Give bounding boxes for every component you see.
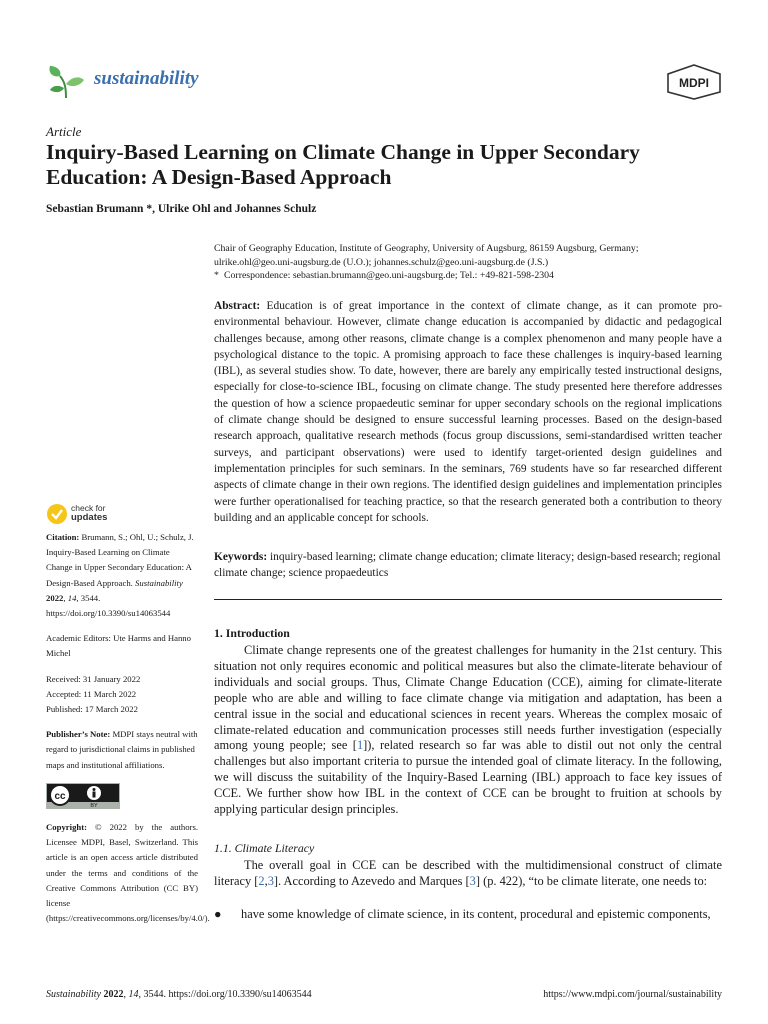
svg-text:cc: cc [54, 790, 66, 802]
footer-citation: Sustainability 2022, 14, 3544. https://doi.org/10.3390/su14063544 [46, 989, 312, 1000]
abstract-text: Education is of great importance in the context of climate change, as it can promote pro-environmental behaviour. However, climate change education is accompanied by didactic and pedagogical challenges because, among other reasons, climate change is a complex phenomenon and many people have a psychological distance to the topic. A promising approach to face these challenges is inquiry-based learning (IBL), as several studies show. To date, however, there are barely any empirically tested instructional designs, especially for close-to-science IBL, focusing on climate change. The study presented here therefore addresses the question of how a science propaedeutic seminar for upper secondary schools on the regional implications of climate change should be designed to ensure successful learning processes. Based on the design-based research approach, qualitative research methods (focus group discussions, semi-standardised written teacher surveys, and participant observations) were used to identify target-oriented design guidelines and implementation principles for such seminars. In the seminars, 769 students have so far researched different aspects of climate change in their own regions. The identified design guidelines and implementation principles were further operationalised for teaching practice, so that the research generated both a contribution to theory building and an applicable concept for schools. [214, 300, 722, 524]
list-item-text: have some knowledge of climate science, in its content, procedural and epistemic components, [241, 907, 711, 921]
academic-editors: Academic Editors: Ute Harms and Hanno Michel [46, 633, 191, 659]
footer-volume: 14 [128, 989, 139, 1000]
introduction-text-a: Climate change represents one of the greatest challenges for humanity in the 21st century. This situation not only requires economic and political measures but also the climate-literate behaviour of individuals and social groups. Thus, Climate Change Education (CCE), aiming for climate-literate people who are able and willing to face climate change via mitigation and adaptation, has been a central issue in the social and educational sciences in recent years. Whereas the complex mosaic of climate-related education and communication processes still needs further investigation (especially among young people; see [ [214, 643, 722, 753]
author-list: Sebastian Brumann *, Ulrike Ohl and Johannes Schulz [46, 203, 317, 215]
correspondence-text[interactable]: Correspondence: sebastian.brumann@geo.uni-augsburg.de; Tel.: +49-821-598-2304 [224, 270, 554, 281]
introduction-paragraph [214, 643, 722, 818]
copyright-text: © 2022 by the authors. Licensee MDPI, Basel, Switzerland. This article is an open access article distributed under the terms and conditions of the Creative Commons Attribution (CC BY) license (https://creativecommons.org/licenses/by/4.0/). [46, 822, 210, 924]
bullet-icon: ● [214, 907, 222, 921]
cc-by-label: BY [90, 802, 98, 809]
citation-year: 2022 [46, 592, 64, 603]
reference-link-1[interactable]: 1 [356, 738, 364, 753]
citation-volume: 14 [67, 592, 77, 603]
publishers-note-text: MDPI stays neutral with regard to jurisdictional claims in published maps and institutional affiliations. [46, 729, 198, 770]
reference-link-2[interactable]: 2 [258, 873, 265, 888]
citation-journal: Sustainability [135, 577, 183, 588]
section-divider [214, 599, 722, 600]
affiliation-line: Chair of Geography Education, Institute of Geography, University of Augsburg, 86159 Augsburg, Germany; [214, 243, 639, 254]
citation-text: Brumann, S.; Ohl, U.; Schulz, J. Inquiry-Based Learning on Climate Change in Upper Secondary Education: A Design-Based Approach. [46, 532, 194, 588]
section-heading-introduction: 1. Introduction [214, 626, 290, 640]
footer-year: 2022 [103, 989, 124, 1000]
affiliations [214, 242, 724, 283]
citation-doi[interactable]: 3544. https://doi.org/10.3390/su14063544 [46, 592, 171, 619]
cc-by-license-icon[interactable] [46, 783, 198, 814]
reference-separator: , [264, 873, 268, 888]
list-item [214, 907, 722, 923]
climate-literacy-text-c: ] (p. 422), “to be climate literate, one needs to: [475, 873, 708, 888]
reference-link-3b[interactable]: 3 [469, 873, 476, 888]
climate-literacy-text-a: The overall goal in CCE can be described with the multidimensional construct of climate literacy [ [214, 858, 722, 888]
check-updates-line2: updates [71, 512, 108, 523]
publisher-name: MDPI [679, 76, 709, 90]
keywords-label: Keywords: [214, 551, 268, 563]
publishers-note [46, 727, 198, 773]
abstract [214, 298, 722, 526]
footer-journal-url[interactable]: https://www.mdpi.com/journal/sustainability [543, 989, 722, 1000]
footer-doi[interactable]: 3544. https://doi.org/10.3390/su14063544 [143, 989, 312, 1000]
paper-title: Inquiry-Based Learning on Climate Change in Upper Secondary Education: A Design-Based Approach [46, 140, 640, 189]
climate-literacy-paragraph [214, 858, 722, 890]
climate-literacy-text-b: ]. According to Azevedo and Marques [ [273, 873, 470, 888]
introduction-text-b: ]), related research so far was able to distil out not only the central challenges but also important criteria to pursue the intended goal of climate literacy. In the following, we will discuss the suitability of the Inquiry-Based Learning (IBL) approach to face key issues of CCE. We further show how IBL in the context of CCE can be brought to fruition at schools by applying particular design principles. [214, 738, 722, 817]
dates-block [46, 672, 198, 718]
keywords [214, 549, 722, 582]
reference-link-3[interactable]: 3 [267, 873, 274, 888]
citation-block: Citation: Brumann, S.; Ohl, U.; Schulz, J. Inquiry-Based Learning on Climate Change in Upper Secondary Education: A Design-Based Approach. Sustainability 2022, 14, 3544. https://doi.org/10.3390/su14063544 [46, 532, 194, 619]
published-date: Published: 17 March 2022 [46, 704, 138, 715]
citation-label: Citation: [46, 532, 80, 542]
abstract-label: Abstract: [214, 300, 261, 312]
journal-header [46, 58, 722, 106]
correspondence-star: * [214, 270, 219, 281]
footer-journal: Sustainability [46, 989, 101, 1000]
correspondence-line [214, 269, 724, 283]
check-updates-icon [46, 503, 68, 530]
accepted-date: Accepted: 11 March 2022 [46, 688, 137, 699]
affiliation-emails[interactable]: ulrike.ohl@geo.uni-augsburg.de (U.O.); johannes.schulz@geo.uni-augsburg.de (J.S.) [214, 256, 549, 268]
received-date: Received: 31 January 2022 [46, 673, 141, 684]
sidebar [46, 503, 210, 936]
check-updates-line1: check for [71, 503, 106, 513]
publishers-note-label: Publisher’s Note: [46, 729, 111, 740]
subsection-heading-climate-literacy: 1.1. Climate Literacy [214, 841, 315, 855]
copyright-block [46, 820, 210, 926]
mdpi-logo[interactable] [666, 64, 722, 105]
journal-name[interactable]: sustainability [94, 68, 199, 89]
sustainability-leaf-icon [46, 64, 86, 105]
keywords-text: inquiry-based learning; climate change education; climate literacy; design-based research; regional climate change; science propaedeutics [214, 551, 721, 580]
copyright-label: Copyright: [46, 822, 88, 833]
article-type: Article [46, 124, 82, 139]
check-for-updates-button[interactable] [46, 503, 198, 525]
